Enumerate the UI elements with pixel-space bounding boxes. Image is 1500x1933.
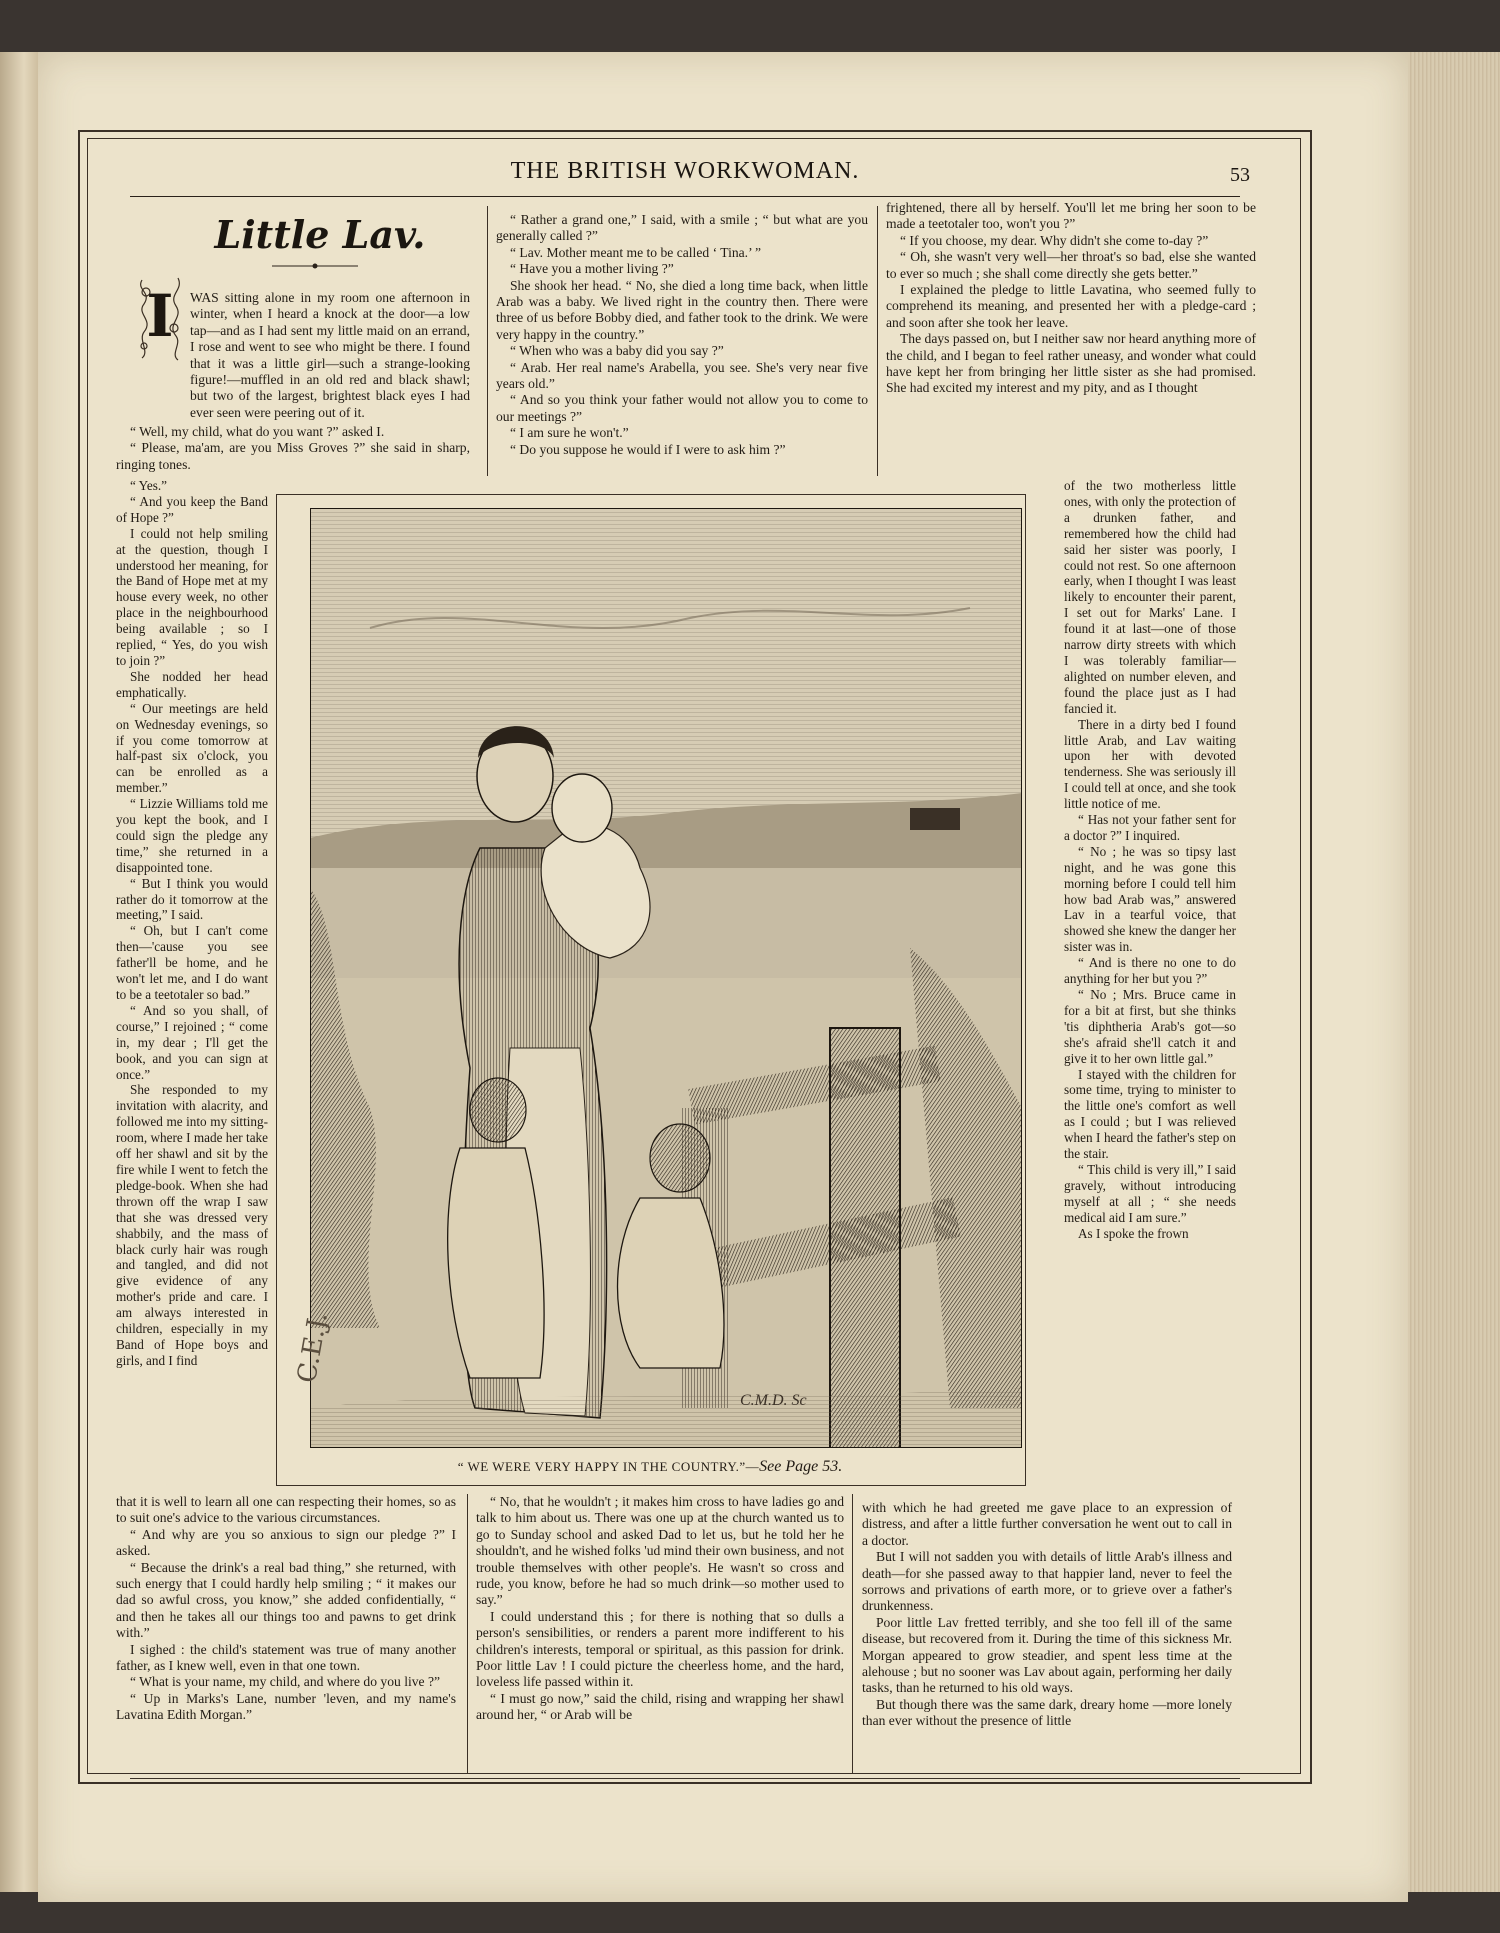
girl-left-head	[470, 1078, 526, 1142]
paragraph: “ Rather a grand one,” I said, with a smile ; “ but what are you generally called ?”	[496, 212, 868, 244]
paragraph: “ When who was a baby did you say ?”	[510, 343, 724, 359]
girl-left-dress	[448, 1148, 544, 1378]
paragraph: “ Lizzie Williams told me you kept the book, and I could sign the pledge any time,” she returned in a disappointed tone.	[116, 796, 268, 875]
paragraph: But I will not sadden you with details of little Arab's illness and death—for she passed away to that happier land, never to feel the sorrows and privations of earth more, or to grieve over a father's drunkenness.	[862, 1549, 1232, 1614]
illustration-caption	[276, 1458, 1024, 1476]
story-title: Little Lav.	[214, 212, 426, 257]
paragraph: of the two motherless little ones, with only the protection of a drunken father, and remembered how the child had said her sister was poorly, I could not rest. So one afternoon early, when I thought I was least likely to encounter their parent, I set out for Marks' Lane. I found it at last—one of those narrow dirty streets with which I was tolerably familiar—alighted on number eleven, and found the place just as I had fancied it.	[1064, 478, 1236, 716]
drop-cap-letter: I	[146, 282, 174, 350]
paragraph: “ What is your name, my child, and where do you live ?”	[130, 1674, 441, 1690]
text-col3-narrow	[1064, 478, 1236, 1242]
paragraph: that it is well to learn all one can respecting their homes, so as to suit one's advice to the various circumstances.	[116, 1494, 456, 1526]
girl-right-head	[650, 1124, 710, 1192]
paragraph: As I spoke the frown	[1078, 1225, 1189, 1241]
distant-train	[910, 808, 960, 830]
sky	[310, 508, 1022, 838]
paragraph: “ No ; he was so tipsy last night, and he was gone this morning before I could tell him how bad Arab was,” answered Lav in a tearful voice, that showed she knew the danger her sister was in.	[1064, 843, 1236, 955]
ornamental-drop-cap	[132, 270, 188, 362]
fence-post-right	[830, 1028, 900, 1448]
paragraph: “ I must go now,” said the child, rising and wrapping her shawl around her, “ or Arab will be	[476, 1690, 844, 1723]
paragraph: “ Oh, she wasn't very well—her throat's so bad, else she wanted to ever so much ; she shall come directly she gets better.”	[886, 249, 1256, 281]
paragraph: with which he had greeted me gave place to an expression of distress, and after a little further conversation he went out to call in a doctor.	[862, 1500, 1232, 1548]
girl-right-dress	[618, 1198, 724, 1368]
paragraph: “ Have you a mother living ?”	[510, 261, 674, 277]
paragraph: “ Our meetings are held on Wednesday evenings, so if you come tomorrow at half-past six o'clock, you can be enrolled as a member.”	[116, 700, 268, 796]
paragraph: “ And so you shall, of course,” I rejoined ; “ come in, my dear ; I'll get the book, and you can sign at once.”	[116, 1002, 268, 1082]
paragraph: She responded to my invitation with alacrity, and followed me into my sitting-room, where I made her take off her shawl and sit by the fire while I went to fetch the pledge-book. When she had thrown off the wrap I saw that she was dressed very shabbily, and the mass of black curly hair was rough and tangled, and did not give evidence of any mother's pride and care. I am always interested in children, especially in my Band of Hope boys and girls, and I find	[116, 1082, 268, 1368]
paragraph: “ And you keep the Band of Hope ?”	[116, 493, 268, 525]
paragraph: “ No, that he wouldn't ; it makes him cross to have ladies go and talk to him about us. There was one up at the church wanted us to go to Sunday school and asked Dad to let us, but he told her he shouldn't, and he wished folks 'ud mind their own business, and not trouble themselves with other people's. He wasn't so cross and rude, you know, before he had so much drink—so mother used to say.”	[476, 1494, 844, 1608]
paragraph: Poor little Lav fretted terribly, and she too fell ill of the same disease, but recovered from it. During the time of this sickness Mr. Morgan appeared to grow steadier, and spent less time at the alehouse ; but no sooner was Lav about again, performing her daily tasks, than he returned to his old ways.	[862, 1614, 1232, 1696]
text-col1-bottom	[116, 1494, 456, 1724]
paragraph: “ Please, ma'am, are you Miss Groves ?” she said in sharp, ringing tones.	[116, 440, 470, 472]
text-col3-bottom	[862, 1500, 1232, 1730]
running-head: THE BRITISH WORKWOMAN.	[510, 158, 860, 184]
baby-head	[552, 774, 612, 842]
footer-rule	[130, 1778, 1240, 1779]
column-divider-bottom-right	[852, 1494, 853, 1774]
paragraph: “ Do you suppose he would if I were to ask him ?”	[510, 441, 786, 457]
paragraph: “ Has not your father sent for a doctor ?” I inquired.	[1064, 812, 1236, 843]
paragraph: I explained the pledge to little Lavatina, who seemed fully to comprehend its meaning, and presented her with a pledge-card ; and soon after she took her leave.	[886, 282, 1256, 330]
text-col2-bottom	[476, 1494, 844, 1724]
caption-quote: “ WE WERE VERY HAPPY IN THE COUNTRY.”—	[457, 1459, 760, 1474]
text-col1-narrow	[116, 478, 268, 1369]
paragraph: “ No ; Mrs. Bruce came in for a bit at first, but she thinks 'tis diphtheria Arab's got—so she's afraid she'll catch it and give it to her own little gal.”	[1064, 987, 1236, 1066]
page-header	[130, 158, 1250, 192]
paragraph: “ Up in Marks's Lane, number 'leven, and my name's Lavatina Edith Morgan.”	[116, 1690, 456, 1723]
paragraph: “ And why are you so anxious to sign our pledge ?” I asked.	[116, 1526, 456, 1559]
engraver-signature: C.M.D. Sc	[740, 1392, 807, 1409]
paragraph: “ Lav. Mother meant me to be called ‘ Tina.’ ”	[510, 244, 762, 260]
facing-page-edge	[0, 52, 40, 1892]
paragraph: “ Oh, but I can't come then—'cause you see father'll be home, and he won't let me, and I do want to be a teetotaler so bad.”	[116, 923, 268, 1002]
paragraph: I stayed with the children for some time, trying to minister to the little one's comfort as well as I could ; but I was relieved when I heard the father's step on the stair.	[1064, 1066, 1236, 1162]
paragraph: “ If you choose, my dear. Why didn't she come to-day ?”	[900, 232, 1209, 248]
paragraph: frightened, there all by herself. You'll let me bring her soon to be made a teetotaler too, won't you ?”	[886, 200, 1256, 232]
page-number: 53	[1230, 164, 1250, 186]
page-block-edges	[1400, 52, 1500, 1892]
paragraph: She nodded her head emphatically.	[116, 668, 268, 700]
artist-monogram: C.E.J.	[292, 1309, 334, 1386]
paragraph: “ And so you think your father would not allow you to come to our meetings ?”	[496, 392, 868, 424]
paragraph: The days passed on, but I neither saw nor heard anything more of the child, and I began to feel rather uneasy, and wonder what could have kept her from bringing her little sister as she had promised. She had excited my interest and my pity, and as I thought	[886, 331, 1256, 396]
paragraph: “ This child is very ill,” I said gravely, without introducing myself at all ; “ she needs medical aid I am sure.”	[1064, 1161, 1236, 1225]
text-col1-top-a	[190, 290, 470, 421]
paragraph: I sighed : the child's statement was true of many another father, as I knew well, even in that one town.	[116, 1641, 456, 1674]
paragraph: There in a dirty bed I found little Arab, and Lav waiting upon her with devoted tenderness. She was seriously ill I could tell at once, and she took little notice of me.	[1064, 716, 1236, 812]
text-col2-top	[496, 212, 868, 458]
paragraph: “ Well, my child, what do you want ?” asked I.	[130, 424, 385, 439]
engraved-illustration	[310, 508, 1022, 1448]
paragraph: “ Because the drink's a real bad thing,” she returned, with such energy that I could hardly help smiling ; “ it makes our dad so awful cross, you know,” she added confidentially, “ and then he takes all our things too and pawns to get drink with.”	[116, 1559, 456, 1641]
header-rule	[130, 196, 1240, 197]
paragraph: But though there was the same dark, dreary home —more lonely than ever without the presence of little	[862, 1696, 1232, 1729]
paragraph: “ I am sure he won't.”	[510, 425, 629, 441]
column-divider-top-left	[487, 206, 488, 476]
text-col1-top-b	[116, 424, 470, 473]
column-divider-bottom-left	[467, 1494, 468, 1774]
paragraph: WAS sitting alone in my room one afternoon in winter, when I heard a knock at the door—a low tap—and as I had sent my little maid on an errand, I rose and went to see who might be there. I found that it was a little girl—such a strange-looking figure!—muffled in an old red and black shawl; but two of the largest, brightest black eyes I had ever seen were peering out of it.	[190, 290, 470, 420]
paragraph: “ But I think you would rather do it tomorrow at the meeting,” I said.	[116, 875, 268, 923]
paragraph: “ And is there no one to do anything for her but you ?”	[1064, 955, 1236, 987]
paragraph: She shook her head. “ No, she died a long time back, when little Arab was a baby. We lived right in the country then. There were three of us before Bobby died, and father took to the drink. We were very happy in the country.”	[496, 277, 868, 342]
paragraph: I could understand this ; for there is nothing that so dulls a person's sensibilities, or renders a parent more indifferent to his children's interests, temporal or spiritual, as this passion for drink. Poor little Lav ! I could picture the cheerless home, and the hard, loveless life passed within it.	[476, 1608, 844, 1690]
paragraph: “ Yes.”	[130, 478, 167, 493]
paragraph: “ Arab. Her real name's Arabella, you see. She's very near five years old.”	[496, 359, 868, 392]
title-ornament	[270, 262, 360, 270]
text-col3-top	[886, 200, 1256, 397]
column-divider-top-right	[877, 206, 878, 476]
caption-page-reference: See Page 53.	[759, 1458, 843, 1475]
paragraph: I could not help smiling at the question, though I understood her meaning, for the Band of Hope met at my house every week, no other place in the neighbourhood being available ; so I replied, “ Yes, do you wish to join ?”	[116, 525, 268, 668]
